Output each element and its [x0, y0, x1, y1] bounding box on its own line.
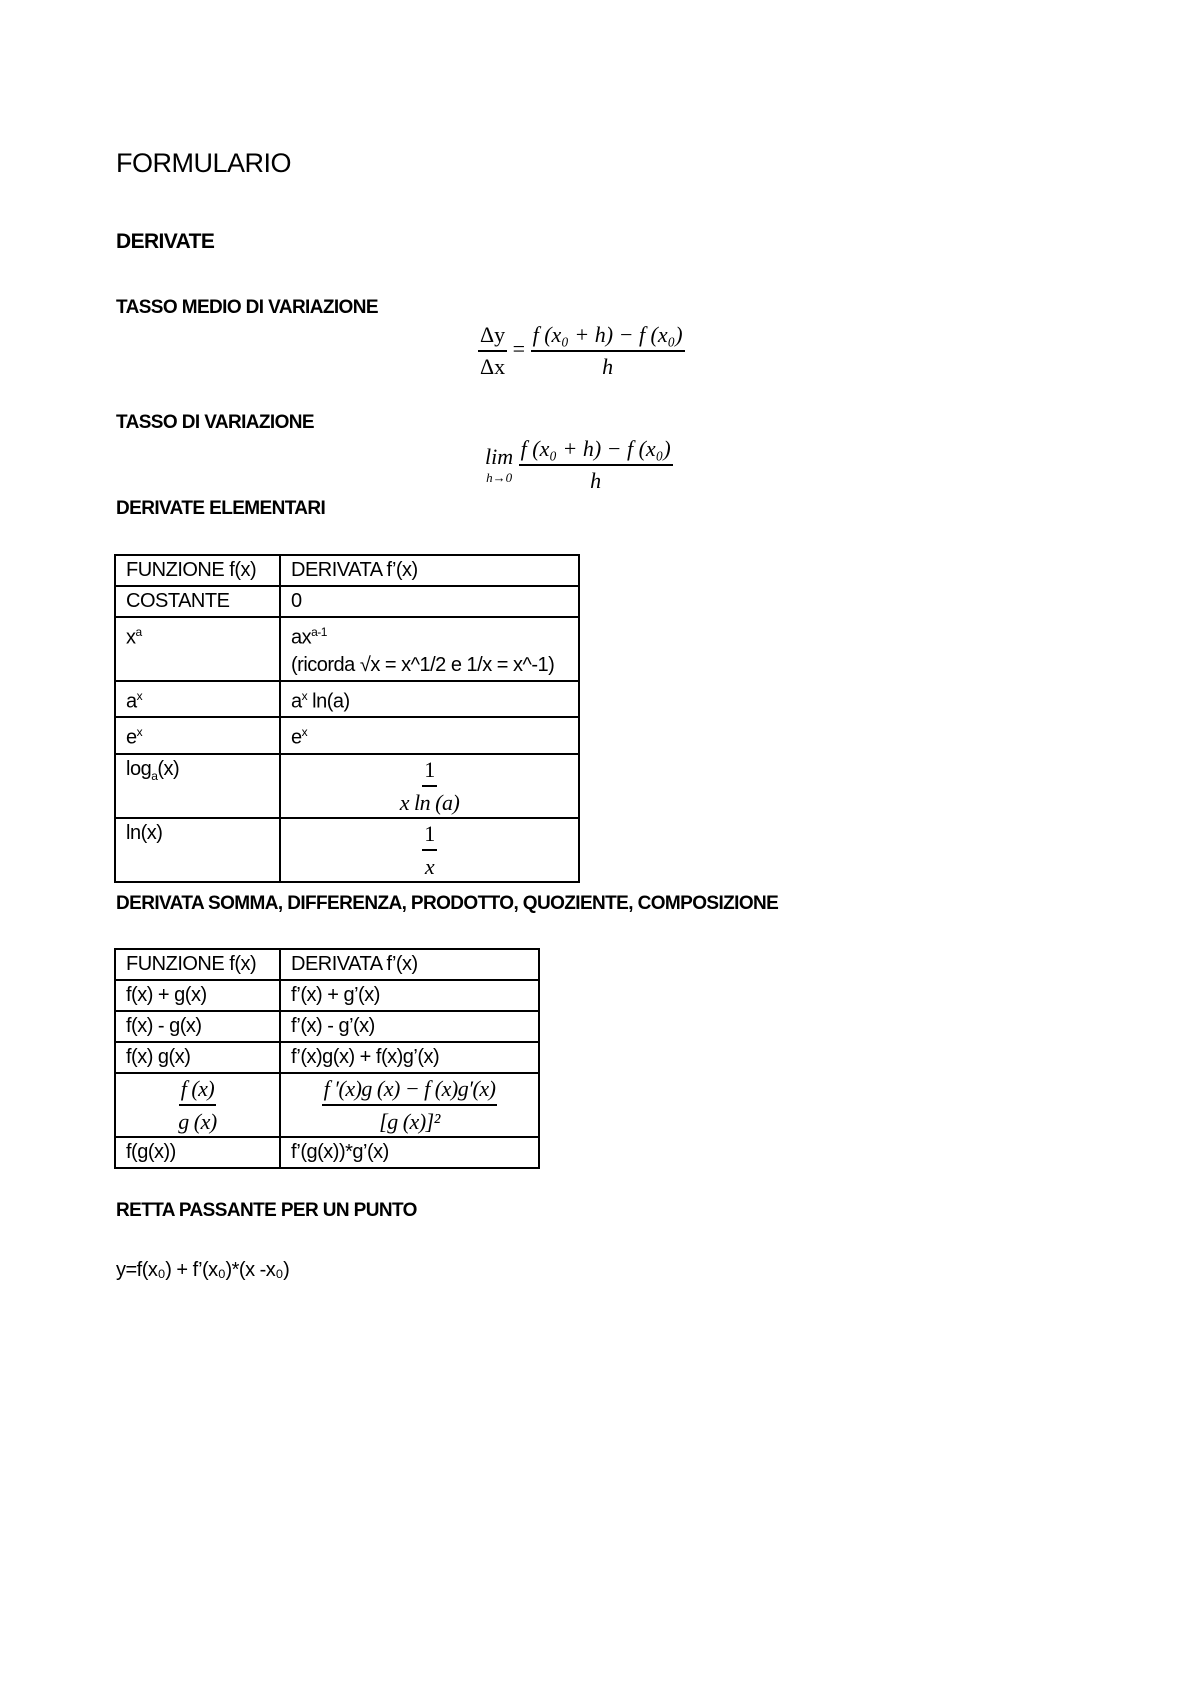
base: ax [291, 626, 312, 649]
derivative-cell [280, 818, 579, 882]
table-row [115, 717, 579, 754]
header-cell: DERIVATA f’(x) [280, 949, 539, 980]
denominator: x [424, 853, 435, 879]
equals-sign: = [512, 336, 526, 362]
table-header-row [115, 949, 539, 980]
function-cell: f(x) - g(x) [115, 1011, 280, 1042]
derivative-cell: f’(x)g(x) + f(x)g’(x) [280, 1042, 539, 1073]
function-cell: f(x) + g(x) [115, 980, 280, 1011]
table-row [115, 1073, 539, 1137]
derivative-cell [280, 617, 579, 681]
numerator: f (x₀ + h) − f (x₀) [519, 436, 673, 466]
denominator: g (x) [178, 1109, 217, 1134]
tasso-medio-formula [478, 322, 685, 380]
log-base: a [151, 768, 158, 783]
elementari-table [114, 554, 580, 883]
operazioni-heading: DERIVATA SOMMA, DIFFERENZA, PRODOTTO, QUOZIENTE, COMPOSIZIONE [116, 893, 779, 914]
base: e [291, 726, 302, 749]
header-cell: FUNZIONE f(x) [115, 555, 280, 586]
log: log [126, 757, 152, 780]
header-cell: FUNZIONE f(x) [115, 949, 280, 980]
function-cell [115, 1073, 280, 1137]
numerator: f ′(x)g (x) − f (x)g′(x) [322, 1075, 498, 1106]
tasso-formula [485, 436, 673, 494]
tasso-heading: TASSO DI VARIAZIONE [116, 412, 314, 433]
exponent: x [301, 688, 308, 703]
derivative-cell [280, 717, 579, 754]
table-row [115, 617, 579, 681]
table-row [115, 980, 539, 1011]
function-cell [115, 617, 280, 681]
derivative-cell: 0 [280, 586, 579, 617]
derivative-cell [280, 1073, 539, 1137]
base: x [126, 626, 136, 649]
lhs-denominator: Δx [480, 354, 506, 379]
section-heading: DERIVATE [116, 230, 215, 253]
derivative-cell: f’(x) + g’(x) [280, 980, 539, 1011]
derivative-cell [280, 754, 579, 818]
table-row [115, 586, 579, 617]
derivative-cell: f’(x) - g’(x) [280, 1011, 539, 1042]
derivative-cell: f’(g(x))*g’(x) [280, 1137, 539, 1168]
numerator: f (x) [179, 1075, 217, 1106]
base: a [126, 690, 137, 713]
function-cell: ln(x) [115, 818, 280, 882]
table-header-row [115, 555, 579, 586]
exponent: a-1 [311, 625, 327, 639]
base: a [291, 690, 302, 713]
rhs-denominator: h [602, 354, 614, 379]
function-cell: f(g(x)) [115, 1137, 280, 1168]
denominator: [g (x)]² [379, 1109, 440, 1134]
table-row [115, 1011, 539, 1042]
function-cell [115, 717, 280, 754]
exponent: x [136, 725, 143, 740]
function-cell: COSTANTE [115, 586, 280, 617]
operazioni-table [114, 948, 540, 1169]
exponent: a [135, 625, 142, 639]
derivative-cell [280, 681, 579, 718]
function-cell [115, 754, 280, 818]
table-row [115, 818, 579, 882]
exponent: x [136, 688, 143, 703]
denominator: h [590, 468, 602, 493]
page-title: FORMULARIO [116, 148, 292, 178]
base: e [126, 726, 137, 749]
elementari-heading: DERIVATE ELEMENTARI [116, 498, 326, 519]
retta-heading: RETTA PASSANTE PER UN PUNTO [116, 1200, 417, 1221]
table-row [115, 1137, 539, 1168]
table-row [115, 681, 579, 718]
rhs-numerator: f (x₀ + h) − f (x₀) [531, 322, 685, 352]
retta-formula: y=f(x₀) + f’(x₀)*(x -x₀) [116, 1259, 290, 1281]
lhs-numerator: Δy [478, 322, 507, 352]
function-cell [115, 681, 280, 718]
table-row [115, 754, 579, 818]
numerator: 1 [422, 756, 437, 787]
table-row [115, 1042, 539, 1073]
argument: (x) [157, 757, 180, 780]
numerator: 1 [422, 820, 437, 851]
tasso-medio-heading: TASSO MEDIO DI VARIAZIONE [116, 297, 378, 318]
header-cell: DERIVATA f’(x) [280, 555, 579, 586]
tail: ln(a) [307, 690, 350, 713]
lim-label: lim [485, 444, 514, 469]
function-cell: f(x) g(x) [115, 1042, 280, 1073]
exponent: x [301, 725, 308, 740]
reminder-note: (ricorda √x = x^1/2 e 1/x = x^-1) [291, 653, 555, 676]
lim-subscript: h→0 [486, 470, 513, 485]
denominator: x ln (a) [399, 789, 460, 815]
